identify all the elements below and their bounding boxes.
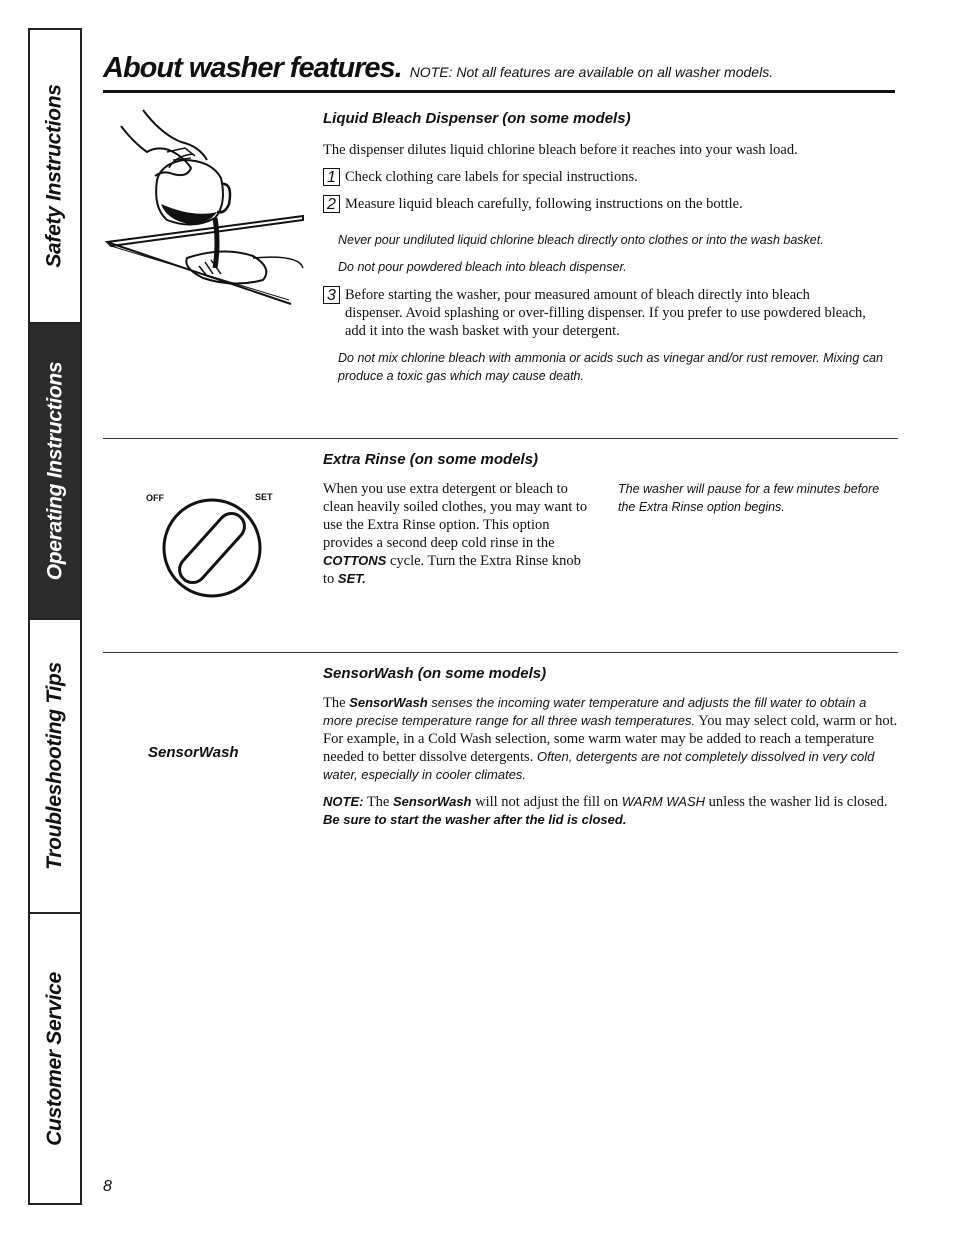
bleach-step-2 bbox=[323, 195, 893, 213]
sensorwash-description bbox=[323, 694, 898, 784]
set-setting-label: SET. bbox=[337, 571, 366, 586]
note-label: NOTE: bbox=[323, 794, 364, 809]
page-header bbox=[103, 52, 895, 93]
step-number: 2 bbox=[323, 195, 340, 213]
step-text: Measure liquid bleach carefully, following instructions on the bottle. bbox=[345, 196, 743, 212]
knob-off-label: OFF bbox=[146, 493, 164, 503]
extra-rinse-body-text-1: When you use extra detergent or bleach to clean heavily soiled clothes, you may want to use the Extra Rinse option. This option provides a second deep cold rinse in the bbox=[323, 481, 588, 551]
page-title: About washer features. bbox=[103, 52, 402, 84]
page-number: 8 bbox=[103, 1178, 112, 1195]
bleach-heading: Liquid Bleach Dispenser (on some models) bbox=[323, 110, 631, 127]
step-text: Before starting the washer, pour measured amount of bleach directly into bleach dispenser. Avoid splashing or over-filling dispenser. If you prefer to use powdered bleach, add it into the wash basket with your detergent. bbox=[345, 287, 866, 339]
sensorwash-side-label: SensorWash bbox=[148, 744, 239, 761]
tab-operating-instructions[interactable] bbox=[30, 324, 80, 620]
knob-set-label: SET bbox=[255, 492, 273, 502]
tab-safety-instructions[interactable] bbox=[30, 30, 80, 324]
note-text-end: unless the washer lid is closed. bbox=[705, 794, 888, 810]
sensorwash-text-the: The bbox=[323, 695, 350, 711]
bleach-step-1 bbox=[323, 168, 893, 186]
tab-label: Customer Service bbox=[43, 971, 67, 1146]
sensorwash-plain-text: You may select cold, warm or hot. For example, in a Cold Wash selection, some warm water may be added to reach a temperature needed to better dissolve detergents. bbox=[323, 713, 898, 765]
section-divider bbox=[103, 652, 898, 653]
bleach-warning: Do not mix chlorine bleach with ammonia or acids such as vinegar and/or rust remover. Mixing can produce a toxic gas which may cause death. bbox=[338, 351, 883, 383]
cottons-cycle-label: COTTONS bbox=[323, 553, 387, 568]
note-text-mid: will not adjust the fill on bbox=[471, 794, 622, 810]
bleach-note-powdered: Do not pour powdered bleach into bleach dispenser. bbox=[338, 260, 627, 274]
sensorwash-note bbox=[323, 793, 898, 829]
tab-label: Troubleshooting Tips bbox=[43, 662, 67, 870]
note-text-the: The bbox=[363, 794, 393, 810]
tab-label: Safety Instructions bbox=[43, 84, 66, 268]
bleach-step-3 bbox=[323, 286, 871, 340]
bleach-note-undiluted: Never pour undiluted liquid chlorine bleach directly onto clothes or into the wash basket. bbox=[338, 233, 824, 247]
extra-rinse-knob-icon[interactable] bbox=[160, 496, 264, 600]
sensorwash-brand: SensorWash bbox=[392, 794, 472, 809]
extra-rinse-side-note: The washer will pause for a few minutes before the Extra Rinse option begins. bbox=[618, 482, 880, 514]
side-tab-bar bbox=[28, 28, 82, 1205]
header-note: NOTE: Not all features are available on all washer models. bbox=[409, 64, 774, 80]
sensorwash-heading: SensorWash (on some models) bbox=[323, 665, 547, 682]
tab-label: Operating Instructions bbox=[43, 361, 66, 581]
warm-wash-label: WARM WASH bbox=[621, 794, 706, 809]
tab-customer-service[interactable] bbox=[30, 914, 80, 1203]
step-number: 3 bbox=[323, 286, 340, 304]
bleach-intro: The dispenser dilutes liquid chlorine bleach before it reaches into your wash load. bbox=[323, 142, 798, 158]
extra-rinse-heading: Extra Rinse (on some models) bbox=[323, 451, 539, 468]
extra-rinse-body-text-2: cycle. Turn the Extra Rinse knob to bbox=[323, 553, 581, 587]
note-bold-text: Be sure to start the washer after the lid is closed. bbox=[323, 812, 627, 827]
sensorwash-italic-text: senses the incoming water temperature and adjusts the fill water to obtain a more precise temperature range for all three wash temperatures. bbox=[323, 695, 867, 728]
section-divider bbox=[103, 438, 898, 439]
step-text: Check clothing care labels for special instructions. bbox=[345, 169, 638, 185]
sensorwash-brand: SensorWash bbox=[349, 695, 428, 710]
bleach-pouring-illustration bbox=[103, 108, 308, 308]
extra-rinse-body bbox=[323, 480, 591, 588]
step-number: 1 bbox=[323, 168, 340, 186]
sensorwash-italic-text-2: Often, detergents are not completely dissolved in very cold water, especially in cooler climates. bbox=[323, 749, 875, 782]
tab-troubleshooting-tips[interactable] bbox=[30, 620, 80, 914]
